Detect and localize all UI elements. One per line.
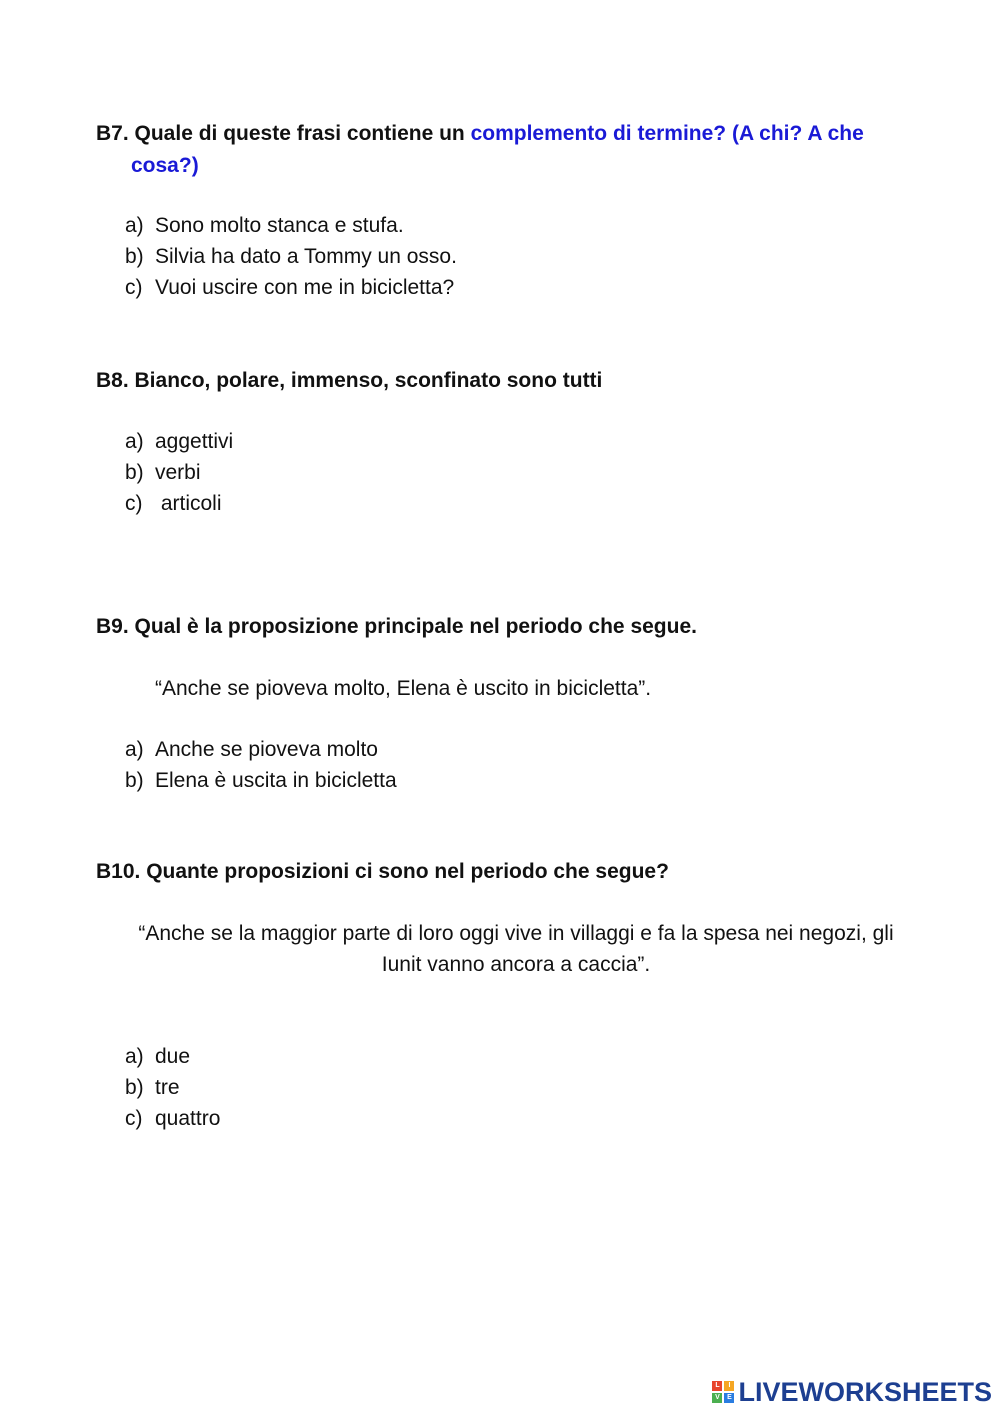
option-letter: b) (125, 1076, 144, 1099)
question-b7-options (125, 210, 457, 303)
option-text: aggettivi (155, 430, 234, 453)
logo-tile-i: I (724, 1381, 734, 1391)
question-b10-quote-line1: “Anche se la maggior parte di loro oggi vive in villaggi e fa la spesa nei negozi, gli (138, 922, 894, 945)
logo-tile-l: L (712, 1381, 722, 1391)
option-text: Sono molto stanca e stufa. (155, 214, 404, 237)
option-letter: b) (125, 769, 144, 792)
option-b8-c[interactable] (125, 488, 233, 519)
option-text: Anche se pioveva molto (155, 738, 378, 761)
option-letter: c) (125, 1107, 143, 1130)
logo-mark-icon (712, 1381, 734, 1403)
question-b9-quote: “Anche se pioveva molto, Elena è uscito in bicicletta”. (155, 677, 652, 700)
option-letter: b) (125, 461, 144, 484)
option-b10-c[interactable] (125, 1103, 220, 1134)
option-b10-a[interactable] (125, 1041, 220, 1072)
option-text: verbi (155, 461, 201, 484)
question-b7-prefix: B7. Quale di queste frasi contiene un (96, 122, 471, 145)
option-letter: a) (125, 1045, 144, 1068)
question-b9-options (125, 734, 397, 796)
question-b8-title: B8. Bianco, polare, immenso, sconfinato sono tutti (96, 369, 603, 392)
question-b10-options (125, 1041, 220, 1134)
question-b7-highlight: complemento di termine? (A chi? A che (470, 122, 864, 145)
question-b7-highlight-cont: cosa?) (131, 154, 199, 177)
option-b8-a[interactable] (125, 426, 233, 457)
logo-tile-e: E (724, 1393, 734, 1403)
option-letter: a) (125, 738, 144, 761)
option-letter: b) (125, 245, 144, 268)
question-b8-options (125, 426, 233, 519)
logo-tile-v: V (712, 1393, 722, 1403)
logo-text: LIVEWORKSHEETS (738, 1376, 992, 1407)
option-b8-b[interactable] (125, 457, 233, 488)
option-letter: a) (125, 430, 144, 453)
question-b9-title: B9. Qual è la proposizione principale nel periodo che segue. (96, 615, 697, 638)
option-text: Elena è uscita in bicicletta (155, 769, 397, 792)
liveworksheets-logo (712, 1377, 992, 1407)
option-text: tre (155, 1076, 180, 1099)
option-text: due (155, 1045, 191, 1068)
option-text: Silvia ha dato a Tommy un osso. (155, 245, 457, 268)
question-b10-quote (96, 918, 936, 980)
option-text: quattro (155, 1107, 221, 1130)
option-b9-b[interactable] (125, 765, 397, 796)
option-letter: a) (125, 214, 144, 237)
option-text: articoli (155, 492, 222, 515)
option-letter: c) (125, 276, 143, 299)
option-b10-b[interactable] (125, 1072, 220, 1103)
question-b7-title (96, 118, 916, 182)
option-b9-a[interactable] (125, 734, 397, 765)
question-b10-title: B10. Quante proposizioni ci sono nel periodo che segue? (96, 860, 669, 883)
option-b7-b[interactable] (125, 241, 457, 272)
question-b10-quote-line2: Iunit vanno ancora a caccia”. (381, 953, 651, 976)
option-b7-a[interactable] (125, 210, 457, 241)
option-letter: c) (125, 492, 143, 515)
option-text: Vuoi uscire con me in bicicletta? (155, 276, 455, 299)
option-b7-c[interactable] (125, 272, 457, 303)
